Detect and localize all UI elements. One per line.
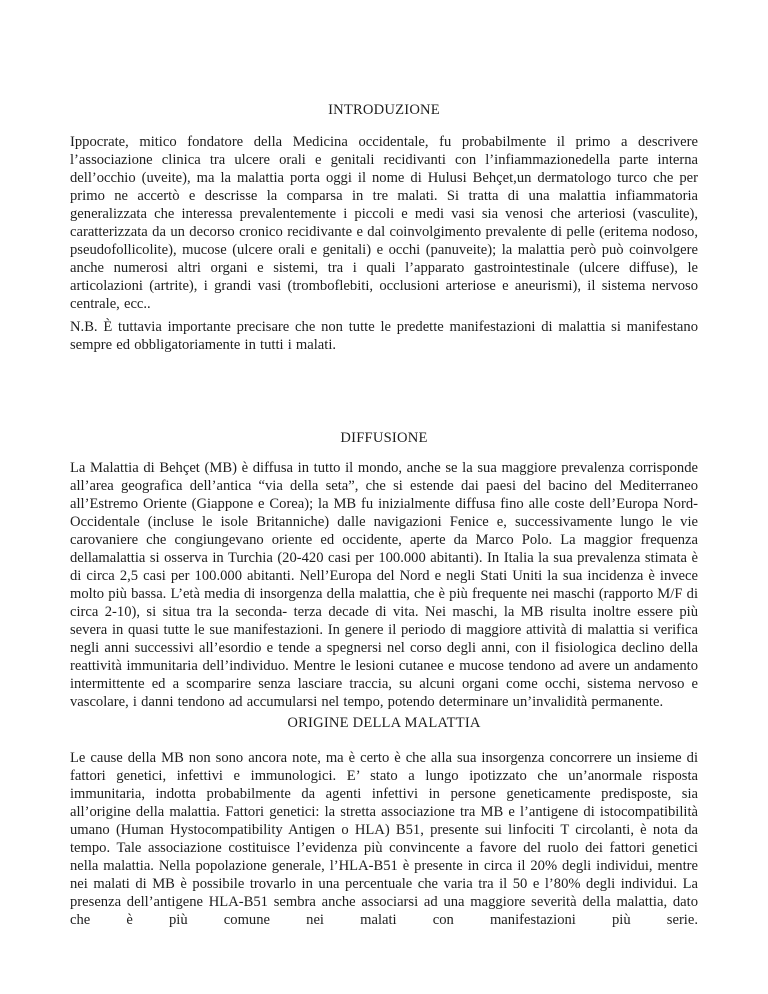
- section-heading-origine-della-malattia: ORIGINE DELLA MALATTIA: [287, 715, 481, 731]
- paragraph-diffusione: La Malattia di Behçet (MB) è diffusa in tutto il mondo, anche se la sua maggiore prevalenza corrisponde all’area geografica dell’antica “via della seta”, che si estende dai paesi del bacino del Mediterraneo all’Estremo Oriente (Giappone e Corea); la MB fu inizialmente diffusa fino alle coste dell’Europa Nord-Occidentale (incluse le isole Britanniche) dalle navigazioni Fenice e, successivamente lungo le vie carovaniere che congiungevano oriente ed occidente, aperte da Marco Polo. La maggior frequenza dellamalattia si osserva in Turchia (20-420 casi per 100.000 abitanti). In Italia la sua prevalenza stimata è di circa 2,5 casi per 100.000 abitanti. Nell’Europa del Nord e negli Stati Uniti la sua incidenza è invece molto più bassa. L’età media di insorgenza della malattia, che è più frequente nei maschi (rapporto M/F di circa 2-10), si situa tra la seconda- terza decade di vita. Nei maschi, la MB risulta inoltre essere più severa in quasi tutte le sue manifestazioni. In genere il periodo di maggiore attività di malattia si verifica negli anni successivi all’esordio e tende a spegnersi nel corso degli anni, con il fisiologica declino della reattività immunitaria dell’individuo. Mentre le lesioni cutanee e mucose tendono ad avere un andamento intermittente ed a scomparire senza lasciare traccia, su alcuni organi come occhi, sistema nervoso e vascolare, i danni tendono ad accumularsi nel tempo, potendo determinare un’invalidità permanente.: [70, 460, 698, 710]
- paragraph-introduzione: Ippocrate, mitico fondatore della Medicina occidentale, fu probabilmente il primo a descrivere l’associazione clinica tra ulcere orali e genitali recidivanti con l’infiammazionedella parte interna dell’occhio (uveite), ma la malattia porta oggi il nome di Hulusi Behçet,un dermatologo turco che per primo ne accertò e descrisse la comparsa in tre malati. Si tratta di una malattia infiammatoria generalizzata che interessa prevalentemente i piccoli e medi vasi sia venosi che arteriosi (vasculite), caratterizzata da un decorso cronico recidivante e dal coinvolgimento prevalente di pelle (eritema nodoso, pseudofollicolite), mucose (ulcere orali e genitali) e occhi (panuveite); la malattia però può coinvolgere anche numerosi altri organi e sistemi, tra i quali l’apparato gastrointestinale (ulcere diffuse), le articolazioni (artrite), i grandi vasi (tromboflebiti, occlusioni arteriose e aneurismi), il sistema nervoso centrale, ecc..: [70, 134, 698, 312]
- paragraph-nota-bene: N.B. È tuttavia importante precisare che non tutte le predette manifestazioni di malattia si manifestano sempre ed obbligatoriamente in tutti i malati.: [70, 319, 698, 353]
- section-origine-della-malattia: [70, 714, 698, 929]
- text-column: [70, 0, 698, 929]
- paragraph-origine-della-malattia: Le cause della MB non sono ancora note, ma è certo è che alla sua insorgenza concorrere un insieme di fattori genetici, infettivi e immunologici. E’ stato a lungo ipotizzato che un’anormale risposta immunitaria, indotta probabilmente da agenti infettivi in persone geneticamente predisposte, sia all’origine della malattia. Fattori genetici: la stretta associazione tra MB e l’antigene di istocompatibilità umano (Human Hystocompatibility Antigen o HLA) B51, presente sui linfociti T circolanti, è nota da tempo. Tale associazione costituisce l’evidenza più convincente a favore del ruolo dei fattori genetici nella malattia. Nella popolazione generale, l’HLA-B51 è presente in circa il 20% degli individui, mentre nei malati di MB è possibile trovarlo in una percentuale che varia tra il 50 e l’80% degli individui. La presenza dell’antigene HLA-B51 sembra anche associarsi ad una maggiore severità della malattia, dato che è più comune nei malati con manifestazioni più serie.: [70, 750, 698, 928]
- section-introduzione: [70, 101, 698, 354]
- section-heading-introduzione: INTRODUZIONE: [328, 102, 440, 118]
- section-diffusione: [70, 429, 698, 711]
- section-heading-diffusione: DIFFUSIONE: [340, 430, 428, 446]
